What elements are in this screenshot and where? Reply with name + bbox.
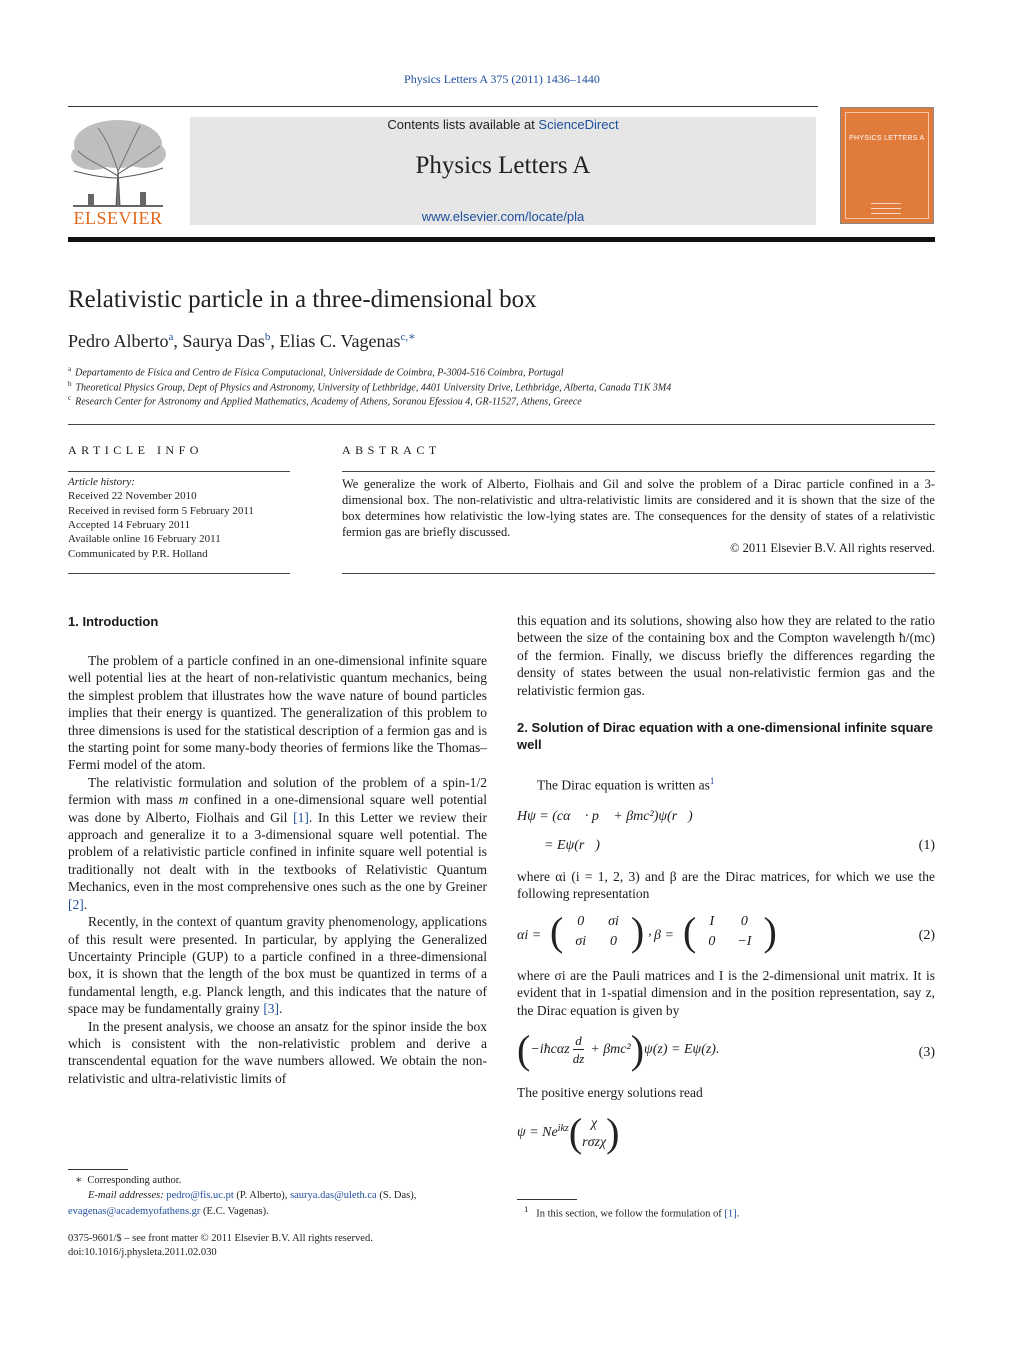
affiliation xyxy=(68,394,582,407)
matrix-cell: I xyxy=(709,914,715,929)
left-paren: ( xyxy=(550,909,564,954)
cover-line xyxy=(871,213,901,214)
paragraph: In the present analysis, we choose an ansatz for the spinor inside the box which is consistent with the non-relativistic problem and derive a transcendental equation for the wave numbers allowed. We obtain the non-relativistic and ultra-relativistic limits of xyxy=(68,1018,487,1086)
paragraph: The positive energy solutions read xyxy=(517,1085,703,1100)
footnote-star: ∗ xyxy=(75,1175,83,1186)
matrix-cell: σi xyxy=(575,934,587,949)
text-run: . xyxy=(83,896,88,912)
text-run: . In this Letter we review their approach and generalize it to a 3-dimensional square well potential. The problem of a relativistic particle confined in infinite square well potential is traditionally not dealt with in the textbooks of Relativistic Quantum Mechanics, even in the most comprehensive ones such as the one by Greiner xyxy=(68,809,487,895)
dirac-matrices-text xyxy=(517,868,935,903)
abstract-copyright: © 2011 Elsevier B.V. All rights reserved. xyxy=(730,541,935,555)
matrix-cell: σi xyxy=(608,914,619,929)
journal-reference[interactable]: Physics Letters A 375 (2011) 1436–1440 xyxy=(404,72,600,86)
math-m: m xyxy=(178,792,189,808)
citation-link[interactable]: [2] xyxy=(68,896,84,912)
section-heading-dirac: 2. Solution of Dirac equation with a one-dimensional infinite square well xyxy=(517,720,934,752)
corresponding-author-footnote xyxy=(75,1174,181,1186)
abstract-heading: ABSTRACT xyxy=(342,443,441,457)
article-info-bottom-rule xyxy=(68,573,290,574)
left-paren: ( xyxy=(568,1110,583,1155)
history-line: Available online 16 February 2011 xyxy=(68,533,221,545)
elsevier-wordmark: ELSEVIER xyxy=(73,208,163,228)
header-rule xyxy=(68,106,818,107)
matrix-table xyxy=(696,911,763,953)
article-title: Relativistic particle in a three-dimensional box xyxy=(68,286,537,313)
right-paren: ) xyxy=(630,909,645,954)
citation-link[interactable]: [1] xyxy=(293,809,309,825)
footnote-text: Corresponding author. xyxy=(87,1175,182,1186)
abstract-bottom-rule xyxy=(342,573,935,574)
matrix-cell: 0 xyxy=(708,934,716,949)
abstract-text: We generalize the work of Alberto, Fiolhais and Gil and solve the problem of a Dirac particle confined in a 3-dimensional box. The non-relativistic and ultra-relativistic limits are considered and it is shown that the size of the box determines how relativistic the low-lying states are. The consequences for the density of states of a relativistic fermion gas are briefly discussed. xyxy=(342,477,935,539)
paragraph xyxy=(68,774,487,913)
positive-energy-text xyxy=(517,1084,935,1101)
email-link[interactable]: saurya.das@uleth.ca xyxy=(290,1190,377,1201)
paragraph: this equation and its solutions, showing also how they are related to the ratio between the size of the containing box and the Compton wavelength ħ/(mc) of the fermion. Finally, we discuss briefly the differences regarding the density of states between the usual non-relativistic fermion gas and the relativistic fermion gas. xyxy=(517,613,935,698)
affiliation-text: Research Center for Astronomy and Applied Mathematics, Academy of Athens, Soranou Efessiou 4, GR-11527, Athens, Greece xyxy=(75,396,582,408)
eq3-left-term: −iħcαz xyxy=(530,1042,570,1057)
paragraph: where σi are the Pauli matrices and I is the 2-dimensional unit matrix. It is evident that in 1-spatial dimension and in the position representation, say z, the Dirac equation is given by xyxy=(517,968,935,1018)
contents-line xyxy=(190,117,816,132)
text-run: confined in a one-dimensional square well potential was done by Alberto, Fiolhais and Gil xyxy=(68,792,487,825)
contents-prefix: Contents lists available at xyxy=(387,117,539,132)
email-owner: (S. Das), xyxy=(376,1190,417,1201)
right-column-intro-end xyxy=(517,612,935,699)
article-info-heading: ARTICLE INFO xyxy=(68,443,203,457)
fraction-denominator: dz xyxy=(572,1051,585,1066)
article-history-label: Article history: xyxy=(68,476,135,488)
author-affiliation-mark[interactable]: c,∗ xyxy=(400,331,416,343)
derivative-fraction xyxy=(573,1033,585,1067)
citation-link[interactable]: [1] xyxy=(724,1208,737,1220)
abstract-rule xyxy=(342,471,935,472)
paragraph: where αi (i = 1, 2, 3) and β are the Dirac matrices, for which we use the following representation xyxy=(517,869,935,902)
footnote-rule xyxy=(68,1169,128,1170)
header-thick-rule xyxy=(68,237,935,242)
paragraph xyxy=(68,913,487,1017)
author-affiliation-mark[interactable]: b xyxy=(264,331,271,343)
paragraph: The problem of a particle confined in an one-dimensional infinite square well potential lies at the heart of non-relativistic quantum mechanics, being the simplest problem that illustrates how the wave nature of bound particles implies that their energy is quantized. The generalization of this problem to three dimensions is used for the statistical description of a fermion gas and is the starting point for some many-body theories of fermions like the Thomas–Fermi model of the atom. xyxy=(68,653,487,773)
left-paren: ( xyxy=(683,909,697,954)
email-link[interactable]: evagenas@academyofathens.gr xyxy=(68,1206,201,1217)
paragraph xyxy=(517,773,935,794)
author-name: Pedro Alberto xyxy=(68,331,169,351)
footnote-1 xyxy=(524,1204,739,1220)
cover-line xyxy=(871,203,901,204)
text-run: Recently, in the context of quantum gravity phenomenology, applications of this result were presented. In particular, by applying the Generalized Uncertainty Principle (GUP) to a particle confined in a three-dimensional box, it is shown that the length of the box must be quantized in terms of a fundamental length, e.g. Planck length, and this indicates that the nature of space may be fundamentally grainy xyxy=(68,914,487,1017)
matrix-cell: 0 xyxy=(610,934,618,949)
journal-title: Physics Letters A xyxy=(415,152,591,179)
right-paren: ) xyxy=(763,909,777,954)
citation-link[interactable]: [3] xyxy=(263,1001,280,1017)
pauli-text xyxy=(517,967,935,1019)
email-owner: (P. Alberto), xyxy=(233,1190,291,1201)
right-paren: ) xyxy=(606,1110,620,1155)
affiliation-text: Departamento de Física and Centro de Física Computacional, Universidade de Coimbra, P-3004-516 Coimbra, Portugal xyxy=(75,367,564,379)
equation-1-line-2: = Eψ(r⃗) xyxy=(544,838,600,853)
cover-line xyxy=(871,208,901,209)
doi-link[interactable]: doi:10.1016/j.physleta.2011.02.030 xyxy=(68,1247,217,1258)
text-run: . xyxy=(279,1001,283,1017)
author-affiliation-mark[interactable]: a xyxy=(168,331,174,343)
journal-url-link[interactable]: www.elsevier.com/locate/pla xyxy=(421,209,585,224)
spinor-top: χ xyxy=(591,1116,598,1131)
fraction-numerator: d xyxy=(575,1033,582,1048)
email-owner: (E.C. Vagenas). xyxy=(200,1206,269,1217)
history-line: Received 22 November 2010 xyxy=(68,490,197,502)
matrix-cell: 0 xyxy=(577,914,585,929)
matrix-table xyxy=(563,911,631,953)
history-line: Accepted 14 February 2011 xyxy=(68,519,191,531)
footnote-mark-link[interactable]: 1 xyxy=(709,776,715,786)
issn-line: 0375-9601/$ – see front matter © 2011 Elsevier B.V. All rights reserved. xyxy=(68,1233,373,1244)
footnote-number: 1 xyxy=(524,1204,529,1214)
article-info-rule xyxy=(68,471,290,472)
eq4-exponent: ikz xyxy=(557,1123,569,1134)
left-column-body xyxy=(68,652,487,1087)
eq3-right-term: + βmc² xyxy=(590,1042,631,1057)
journal-cover-thumbnail xyxy=(840,107,934,224)
author-list: Pedro Alberto$^a$, Saurya Das$^b$, Elias C. Vagenas$^{c,∗}$ xyxy=(68,331,416,351)
equation-number: (2) xyxy=(918,928,935,943)
beta-matrix xyxy=(683,911,777,953)
eq3-tail: ψ(z) = Eψ(z). xyxy=(644,1042,720,1057)
history-line: Received in revised form 5 February 2011 xyxy=(68,505,254,517)
affiliation-mark: c xyxy=(68,394,72,402)
email-link[interactable]: pedro@fis.uc.pt xyxy=(166,1190,234,1201)
right-paren: ) xyxy=(630,1027,645,1072)
email-label: E-mail addresses: xyxy=(88,1190,164,1201)
equation-2-alpha-label: αi = xyxy=(517,928,542,943)
equation-2-beta-label: β = xyxy=(654,928,674,943)
eq4-left: ψ = Ne xyxy=(517,1125,558,1140)
affiliation xyxy=(68,380,671,393)
equation-1-line-1: Hψ = (cα⃗ · p⃗ + βmc²)ψ(r⃗) xyxy=(517,809,693,824)
affiliation xyxy=(68,365,564,378)
equation-number: (1) xyxy=(918,838,935,853)
email-footnote-cont xyxy=(68,1206,269,1217)
matrix-cell: −I xyxy=(737,934,752,949)
author-name: Saurya Das xyxy=(182,331,265,351)
author-name: Elias C. Vagenas xyxy=(279,331,401,351)
footnote-rule xyxy=(517,1199,577,1200)
comma: , xyxy=(648,924,652,939)
footnote-text: In this section, we follow the formulation of xyxy=(536,1208,725,1220)
matrix-cell: 0 xyxy=(740,914,748,929)
affiliation-mark: b xyxy=(68,380,72,388)
spinor-bottom: rσzχ xyxy=(582,1135,607,1150)
title-bottom-rule xyxy=(68,424,935,425)
dirac-intro xyxy=(517,773,935,794)
spinor-vector xyxy=(582,1114,606,1152)
email-footnote xyxy=(88,1190,416,1201)
equation-number: (3) xyxy=(918,1045,935,1060)
equation-3 xyxy=(517,1027,720,1072)
left-paren: ( xyxy=(517,1027,531,1072)
footnote-end: . xyxy=(736,1208,740,1220)
text-run: The relativistic formulation and solution of the problem of a spin-1/2 fermion with mass xyxy=(68,774,487,808)
alpha-matrix xyxy=(550,911,652,953)
section-heading-introduction: 1. Introduction xyxy=(68,614,159,629)
cover-title: PHYSICS LETTERS A xyxy=(849,135,925,142)
sciencedirect-link[interactable]: ScienceDirect xyxy=(538,117,619,132)
history-line: Communicated by P.R. Holland xyxy=(68,548,208,560)
affiliation-mark: a xyxy=(68,365,72,373)
equation-4 xyxy=(517,1110,620,1155)
affiliation-text: Theoretical Physics Group, Dept of Physics and Astronomy, University of Lethbridge, 4401 University Drive, Lethbridge, Alberta, Canada T1K 3M4 xyxy=(75,382,672,394)
text-run: The Dirac equation is written as xyxy=(537,777,710,793)
